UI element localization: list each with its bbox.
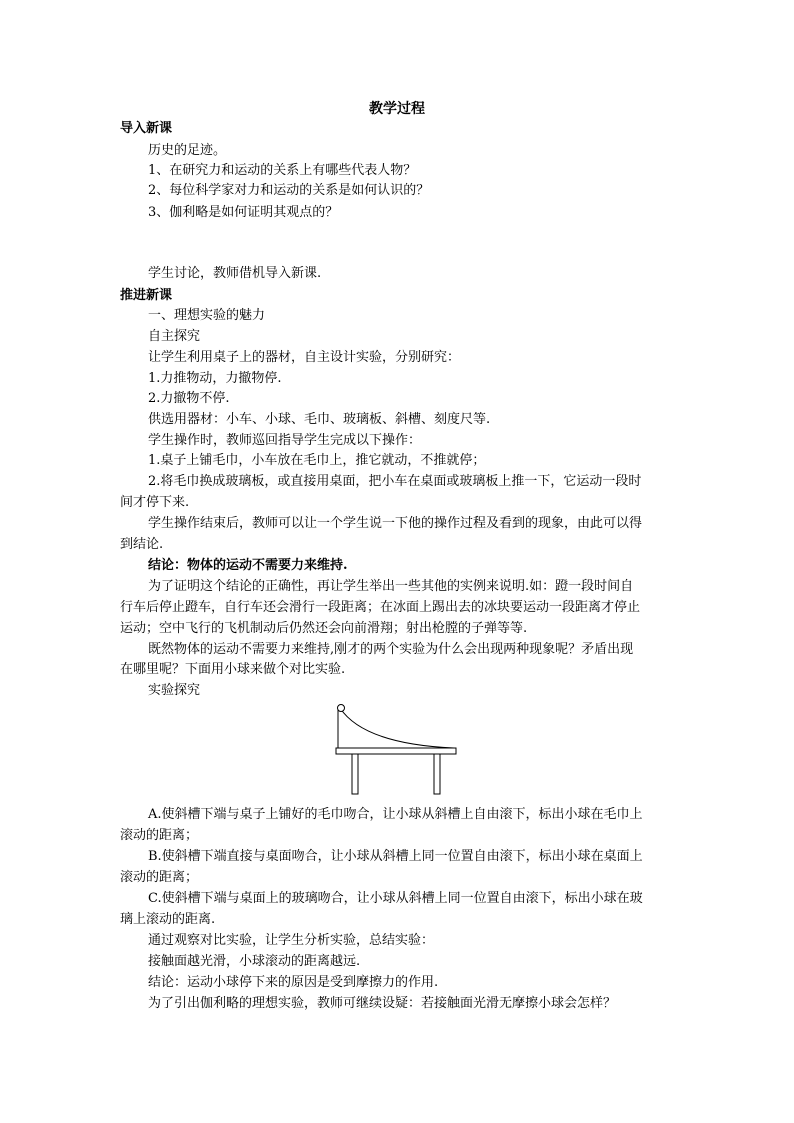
paragraph: 接触面越光滑，小球滚动的距离越远.	[148, 954, 361, 969]
subheading: 一、理想实验的魅力	[148, 308, 266, 323]
table-leg-right	[434, 754, 440, 794]
incline-curve	[340, 708, 454, 748]
paragraph: 供选用器材：小车、小球、毛巾、玻璃板、斜槽、刻度尺等.	[148, 412, 491, 427]
question-2: 2、每位科学家对力和运动的关系是如何认识的？	[148, 183, 430, 198]
paragraph: 通过观察对比实验，让学生分析实验，总结实验：	[148, 933, 435, 948]
incline-table-diagram	[334, 702, 460, 798]
tabletop	[336, 748, 456, 754]
conclusion: 结论：物体的运动不需要力来维持.	[148, 558, 348, 573]
table-leg-left	[352, 754, 358, 794]
paragraph: 滚动的距离；	[120, 828, 199, 843]
paragraph: C.使斜槽下端与桌面上的玻璃吻合，让小球从斜槽上同一位置自由滚下，标出小球在玻	[148, 891, 643, 906]
question-3: 3、伽利略是如何证明其观点的？	[148, 205, 339, 220]
paragraph: 璃上滚动的距离.	[120, 912, 216, 927]
paragraph: 行车后停止蹬车，自行车还会滑行一段距离；在冰面上踢出去的冰块要运动一段距离才停止	[120, 600, 641, 615]
paragraph: 学生操作结束后，教师可以让一个学生说一下他的操作过程及看到的现象，由此可以得	[148, 516, 643, 531]
paragraph: 学生讨论，教师借机导入新课.	[148, 266, 322, 281]
paragraph: 2.力撤物不停.	[148, 391, 230, 406]
section-heading-new: 推进新课	[120, 288, 173, 303]
section-heading-intro: 导入新课	[120, 121, 173, 136]
paragraph: 让学生利用桌子上的器材，自主设计实验，分别研究：	[148, 350, 461, 365]
paragraph: 在哪里呢？下面用小球来做个对比实验.	[120, 662, 346, 677]
paragraph: 2.将毛巾换成玻璃板，或直接用桌面，把小车在桌面或玻璃板上推一下，它运动一段时	[148, 474, 642, 489]
subheading: 自主探究	[148, 329, 201, 344]
paragraph: B.使斜槽下端直接与桌面吻合，让小球从斜槽上同一位置自由滚下，标出小球在桌面上	[148, 849, 643, 864]
paragraph: 为了引出伽利略的理想实验，教师可继续设疑：若接触面光滑无摩擦小球会怎样？	[148, 996, 617, 1011]
document-title: 教学过程	[369, 101, 425, 117]
question-1: 1、在研究力和运动的关系上有哪些代表人物？	[148, 163, 417, 178]
subheading: 实验探究	[148, 683, 201, 698]
paragraph: 为了证明这个结论的正确性，再让学生举出一些其他的实例来说明.如：蹬一段时间自	[148, 579, 634, 594]
paragraph: 结论：运动小球停下来的原因是受到摩擦力的作用.	[148, 975, 439, 990]
paragraph: A.使斜槽下端与桌子上铺好的毛巾吻合，让小球从斜槽上自由滚下，标出小球在毛巾上	[148, 807, 643, 822]
paragraph: 到结论.	[120, 537, 164, 552]
ball	[338, 705, 345, 712]
paragraph: 学生操作时，教师巡回指导学生完成以下操作：	[148, 433, 422, 448]
paragraph: 1.桌子上铺毛巾，小车放在毛巾上，推它就动，不推就停；	[148, 453, 486, 468]
paragraph: 滚动的距离；	[120, 870, 199, 885]
paragraph: 间才停下来.	[120, 495, 190, 510]
paragraph: 历史的足迹。	[148, 143, 227, 158]
paragraph: 运动；空中飞行的飞机制动后仍然还会向前滑翔；射出枪膛的子弹等等.	[120, 621, 528, 636]
paragraph: 既然物体的运动不需要力来维持,刚才的两个实验为什么会出现两种现象呢？矛盾出现	[148, 642, 634, 657]
paragraph: 1.力推物动，力撤物停.	[148, 371, 282, 386]
